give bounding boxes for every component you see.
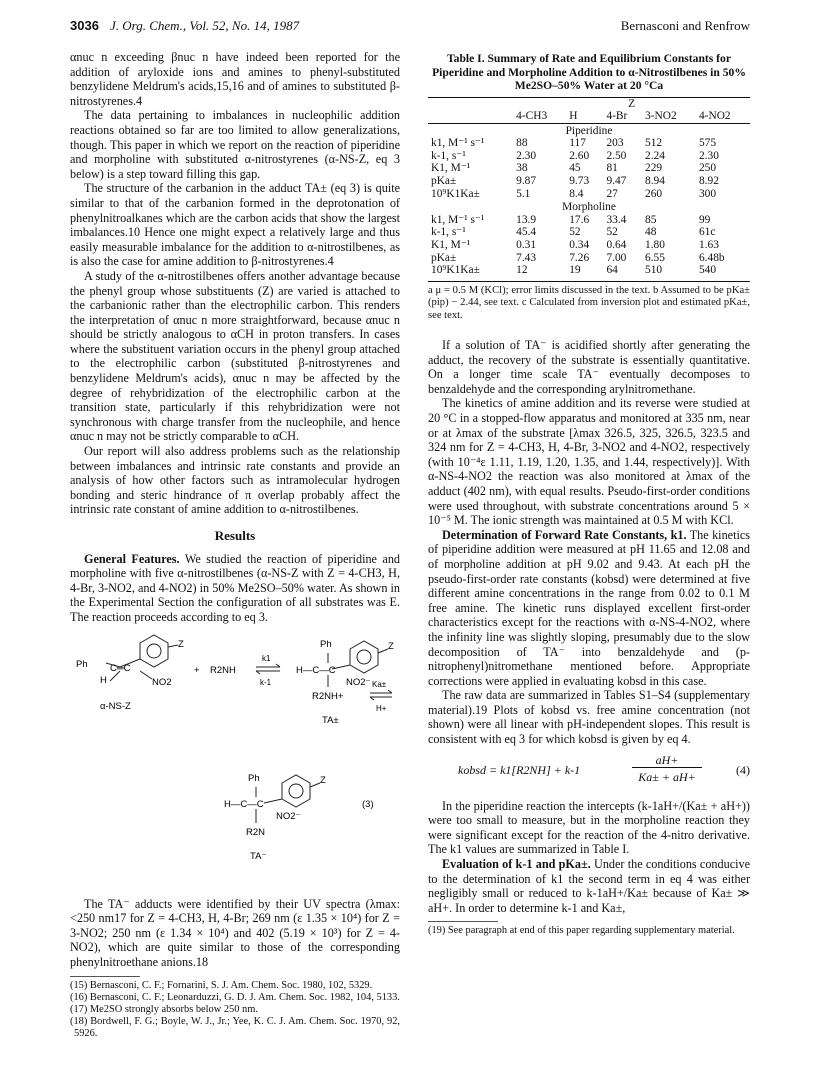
table-cell: 203 <box>606 137 624 150</box>
table-cell: 8.4 <box>569 187 584 200</box>
left-column <box>70 50 400 1041</box>
table-cell: 250 <box>698 162 717 175</box>
reference-item: (17) Me2SO strongly absorbs below 250 nm. <box>70 1003 258 1015</box>
reference-item: (18) Bordwell, F. G.; Boyle, W. J., Jr.; Yee, K. C. J. Am. Chem. Soc. 1970, 92, 5926. <box>70 1016 400 1040</box>
table-cell: 38 <box>516 162 528 175</box>
table-header-cell: 4-NO2 <box>698 110 731 123</box>
scheme-amine: R2NH <box>210 664 236 676</box>
paragraph-forward-rates <box>428 528 750 689</box>
table-row <box>428 175 750 188</box>
table-cell: 52 <box>569 226 581 239</box>
table-cell: 540 <box>698 264 717 277</box>
scheme-hplus: H+ <box>376 703 387 713</box>
scheme-ph-1: Ph <box>76 658 88 670</box>
table-header-cell: 4-Br <box>606 110 628 123</box>
scheme-ph-2: Ph <box>320 638 332 650</box>
scheme-ceqc: C═C <box>110 662 131 674</box>
scheme-label-substrate: α-NS-Z <box>100 700 131 712</box>
scheme-ph-3: Ph <box>248 772 260 784</box>
paragraph: Our report will also address problems such as the relationship between imbalances and intrinsic rate constants and provide an analysis of how other factors such as intramolecular hydrogen bonding and steric hindrance of π overlap probably affect the intrinsic rate constant of amine addition to α-nitrostilbenes. <box>70 444 400 517</box>
table-cell: 10⁹K1Ka± <box>431 264 480 277</box>
scheme-z-2: Z <box>388 640 394 652</box>
table-cell: 17.6 <box>569 213 590 226</box>
table-cell: 512 <box>645 137 663 150</box>
page-header <box>70 18 750 38</box>
paragraph-text: The kinetics of piperidine addition were measured at pH 11.65 and 12.08 and of morpholine addition at pH 9.02 and 9.43. At each pH the pseudo-first-order rate constants (kobsd) were determined at five different amine concentrations in the range from 0.02 to 0.1 M free amine. The kinetic runs displayed excellent first-order characteristics except for the reactions with α-NS-4-NO2, where the infinity line was slightly sloping, presumably due to the slow decomposition of TA⁻ into benzaldehyde and (p-nitrophenyl)nitromethane mentioned before. Appropriate corrections were applied in evaluating kobsd in this case. <box>428 527 751 688</box>
paragraph-general-features <box>70 552 400 625</box>
scheme-ta-pm: TA± <box>322 714 339 726</box>
table-cell: 33.4 <box>606 213 627 226</box>
table-cell: 64 <box>606 264 618 277</box>
paragraph: If a solution of TA⁻ is acidified shortly after generating the adduct, the recovery of the substrate is essentially quantitative. On a longer time scale TA⁻ eventually decomposes to benzaldehyde and the corresponding arylnitromethane. <box>428 338 750 396</box>
table-cell: 19 <box>569 264 581 277</box>
table-cell: 81 <box>606 162 618 175</box>
table-cell: 5.1 <box>516 187 531 200</box>
scheme-drawing <box>70 631 400 893</box>
eq4-number: (4) <box>736 762 750 777</box>
paragraph: The raw data are summarized in Tables S1–S4 (supplementary material).19 Plots of kobsd vs. free amine concentration (not shown) were all linear with pH-independent slopes. This result is consistent with eq 3 for which kobsd is given by eq 4. <box>428 688 750 747</box>
table-cell: k-1, s⁻¹ <box>431 149 466 162</box>
table-row <box>428 162 750 175</box>
table-cell: 7.43 <box>516 251 537 264</box>
table-cell: 52 <box>606 226 618 239</box>
scheme-ta-minus: TA⁻ <box>250 850 267 862</box>
scheme-no2-3: NO2⁻ <box>276 810 301 822</box>
table-cell: 260 <box>645 187 663 200</box>
table-cell: 575 <box>698 137 717 150</box>
reference-item: (19) See paragraph at end of this paper regarding supplementary material. <box>428 925 735 937</box>
section-title-results: Results <box>214 528 256 543</box>
table-cell: 0.31 <box>516 239 537 252</box>
scheme-no2-1: NO2 <box>152 676 172 688</box>
table-group-label: Piperidine <box>565 124 613 137</box>
table-row <box>428 188 750 201</box>
table-header-row <box>428 110 750 123</box>
paragraph: In the piperidine reaction the intercepts (k-1aH+/(Ka± + aH+)) were too small to measure, but in the morpholine reaction they were significant except for the reaction of the 4-nitro derivative. The k1 values are summarized in Table I. <box>428 798 750 857</box>
table-cell: 1.80 <box>645 239 665 252</box>
equation-4 <box>428 753 750 789</box>
table-header-cell: H <box>569 110 578 123</box>
eq4-numerator: aH+ <box>632 753 702 769</box>
table-cell: 0.34 <box>569 239 590 252</box>
table-cell: 99 <box>698 213 711 226</box>
table-cell: 6.48b <box>698 251 725 264</box>
scheme-km1: k-1 <box>260 677 272 687</box>
runin-heading: Evaluation of k-1 and pKa±. <box>442 857 591 872</box>
journal-citation: J. Org. Chem., Vol. 52, No. 14, 1987 <box>110 18 300 33</box>
table-cell: pKa± <box>431 251 457 264</box>
table-cell: 6.55 <box>645 251 665 264</box>
paragraph-evaluation <box>428 857 750 915</box>
paragraph: The structure of the carbanion in the adduct TA± (eq 3) is quite similar to that of the carbanion formed in the deprotonation of phenylnitroalkanes which are the carbon acids that show the largest imbalances.10 Hence one might expect a relatively large and thus easily measurable imbalance for the addition to α-nitrostilbenes, as is also the case for amine addition to β-nitrostyrenes.4 <box>70 181 400 269</box>
table-row <box>428 239 750 252</box>
table-cell: 1.63 <box>698 239 719 252</box>
table-footnote: a μ = 0.5 M (KCl); error limits discussed in the text. b Assumed to be pKa±(pip) − 2.44, see text. c Calculated from inversion plot and estimated pKa±, see text. <box>428 281 750 322</box>
table-cell: 45 <box>569 162 581 175</box>
paragraph: The TA⁻ adducts were identified by their UV spectra (λmax: <250 nm17 for Z = 4-CH3, H, 4-Br; 269 nm (ε 1.35 × 10⁴) for Z = 3-NO2; 250 nm (ε 1.34 × 10⁴) and 402 (5.19 × 10³) for Z = 4-NO2), which are quite similar to those of the corresponding phenylnitroethane anions.18 <box>70 896 400 969</box>
table-cell: k-1, s⁻¹ <box>431 226 466 239</box>
table-header-cell: 3-NO2 <box>645 110 677 123</box>
table-cell: 0.64 <box>606 239 627 252</box>
scheme-z-3: Z <box>320 774 326 786</box>
table-cell: 9.47 <box>606 175 627 188</box>
table-cell: 2.30 <box>698 149 719 162</box>
table-group-label: Morpholine <box>562 201 616 214</box>
table-cell: 61c <box>698 226 716 239</box>
table-row <box>428 150 750 163</box>
table-cell: 510 <box>645 264 663 277</box>
scheme-k1: k1 <box>262 653 271 663</box>
table-cell: K1, M⁻¹ <box>431 162 471 175</box>
table-cell: 13.9 <box>516 213 537 226</box>
reaction-scheme-eq3 <box>70 631 400 893</box>
table-cell: 7.26 <box>569 251 590 264</box>
running-authors: Bernasconi and Renfrow <box>620 18 750 33</box>
table-cell: K1, M⁻¹ <box>431 239 471 252</box>
table-cell: pKa± <box>431 175 457 188</box>
table-cell: 2.50 <box>606 149 627 162</box>
eq4-denominator: Ka± + aH+ <box>638 769 696 784</box>
runin-heading: General Features. <box>84 551 180 566</box>
scheme-eq-number: (3) <box>362 798 374 810</box>
table-cell: 2.30 <box>516 149 537 162</box>
scheme-z-1: Z <box>178 638 184 650</box>
table-group-header <box>428 123 750 137</box>
reference-list <box>70 980 400 1041</box>
scheme-hc-2: H—C—C <box>224 798 264 810</box>
page-number: 3036 <box>70 18 99 33</box>
table-cell: 2.60 <box>569 149 590 162</box>
table-cell: 2.24 <box>645 149 665 162</box>
table-row <box>428 252 750 265</box>
footnote-rule <box>70 976 140 977</box>
table-cell: k1, M⁻¹ s⁻¹ <box>431 213 485 226</box>
table-cell: 8.94 <box>645 175 665 188</box>
table-cell: 88 <box>516 137 528 150</box>
eq4-lhs: kobsd = k1[R2NH] + k-1 <box>458 762 581 777</box>
table-cell: 229 <box>645 162 663 175</box>
table-cell: 9.73 <box>569 175 590 188</box>
table-row <box>428 214 750 227</box>
table-cell: k1, M⁻¹ s⁻¹ <box>431 137 485 150</box>
paragraph: The data pertaining to imbalances in nucleophilic addition reactions obtained so far are too limited to allow generalizations, though. This paper in which we report on the reaction of piperidine and morpholine with substituted α-nitrostyrenes (α-NS-Z, eq 3 below) is a step toward filling this gap. <box>70 108 400 181</box>
scheme-r2n: R2N <box>246 826 266 838</box>
table-cell: 8.92 <box>698 175 719 188</box>
table-title: Table I. Summary of Rate and Equilibrium Constants for Piperidine and Morpholine Addition to α-Nitrostilbenes in 50% Me2SO–50% Water at 20 °Ca <box>432 52 746 92</box>
table-cell: 27 <box>606 187 618 200</box>
paragraph-text: Under the conditions conducive to the determination of k1 the second term in eq 4 was either negligibly small or reduced to k-1aH+/Ka± because of Ka± ≫ aH+. In order to determine k-1 and Ka±, <box>428 857 750 915</box>
scheme-r2nh-plus: R2NH+ <box>312 690 344 702</box>
footnote-rule <box>428 921 498 922</box>
table-header-cell <box>428 110 513 123</box>
right-column <box>428 50 750 938</box>
reference-item: (15) Bernasconi, C. F.; Fornarini, S. J. Am. Chem. Soc. 1980, 102, 5329. <box>70 979 373 991</box>
table-cell: 9.87 <box>516 175 537 188</box>
table-cell: 10⁹K1Ka± <box>431 187 480 200</box>
reference-item: (16) Bernasconi, C. F.; Leonarduzzi, G. D. J. Am. Chem. Soc. 1982, 104, 5133. <box>70 991 400 1003</box>
table-row <box>428 137 750 150</box>
scheme-hc-1: H—C—C <box>296 664 336 676</box>
scheme-no2-2: NO2⁻ <box>346 676 371 688</box>
paragraph: The kinetics of amine addition and its reverse were studied at 20 °C in a stopped-flow apparatus and monitored at 335 nm, near or at λmax of the substrate [λmax 326.5, 325, 326.5, 323.5 and 324 nm for Z = 4-CH3, H, 4-Br, 3-NO2 and 4-NO2, respectively (with 10⁻⁴ε 1.11, 1.19, 1.20, 1.35, and 1.44, respectively)]. With α-NS-4-NO2 the reaction was also monitored at λmax of the adduct (402 nm), with equal results. Pseudo-first-order conditions were used throughout, with substrate concentrations around 5 × 10⁻⁵ M. The ionic strength was maintained at 0.5 M with KCl. <box>428 396 750 528</box>
paragraph: αnuc n exceeding βnuc n have indeed been reported for the addition of aryloxide ions and amines to phenyl-substituted benzylidene Meldrum's acids,15,16 and of amines to substituted β-nitrostyrenes.4 <box>70 50 400 108</box>
runin-heading: Determination of Forward Rate Constants, k1. <box>442 527 687 542</box>
table-row <box>428 226 750 239</box>
paragraph-text: We studied the reaction of piperidine and morpholine with five α-nitrostilbenes (α-NS-Z with Z = 4-CH3, H, 4-Br, 3-NO2, and 4-NO2) in 50% Me2SO–50% water. As shown in the Experimental Section the configuration of all substrates was E. The reaction proceeds according to eq 3. <box>70 551 401 624</box>
table-cell: 300 <box>698 187 717 200</box>
table-z-header: Z <box>628 97 636 110</box>
table-row <box>428 264 750 277</box>
table-group-header <box>428 200 750 214</box>
table-cell: 85 <box>645 213 657 226</box>
scheme-h-1: H <box>100 674 107 686</box>
table-cell: 7.00 <box>606 251 627 264</box>
table-cell: 12 <box>516 264 528 277</box>
table-header-cell: 4-CH3 <box>516 110 548 123</box>
table-cell: 117 <box>569 137 586 150</box>
scheme-plus: + <box>194 664 200 676</box>
table-cell: 45.4 <box>516 226 537 239</box>
data-table <box>428 97 750 277</box>
paragraph: A study of the α-nitrostilbenes offers another advantage because the phenyl group whose substituents (Z) are varied is attached to the carbanionic rather than the electrophilic carbon. This renders the interpretation of αnuc n more straightforward, because αnuc n should be strictly analogous to αCH in proton transfers. In cases where the substituent variation occurs in the phenyl group attached to the electrophilic carbon (substituted β-nitrostyrenes and benzylidene Meldrum's acids), αnuc n may be affected by the degree of rehybridization of the electrophilic carbon at the transition state, particularly if this rehybridization were not synchronous with charge transfer from the nucleophile, and hence αnuc n may not be strictly comparable to αCH. <box>70 268 400 444</box>
table-cell: 48 <box>645 226 657 239</box>
scheme-ka: Ka± <box>372 679 387 689</box>
